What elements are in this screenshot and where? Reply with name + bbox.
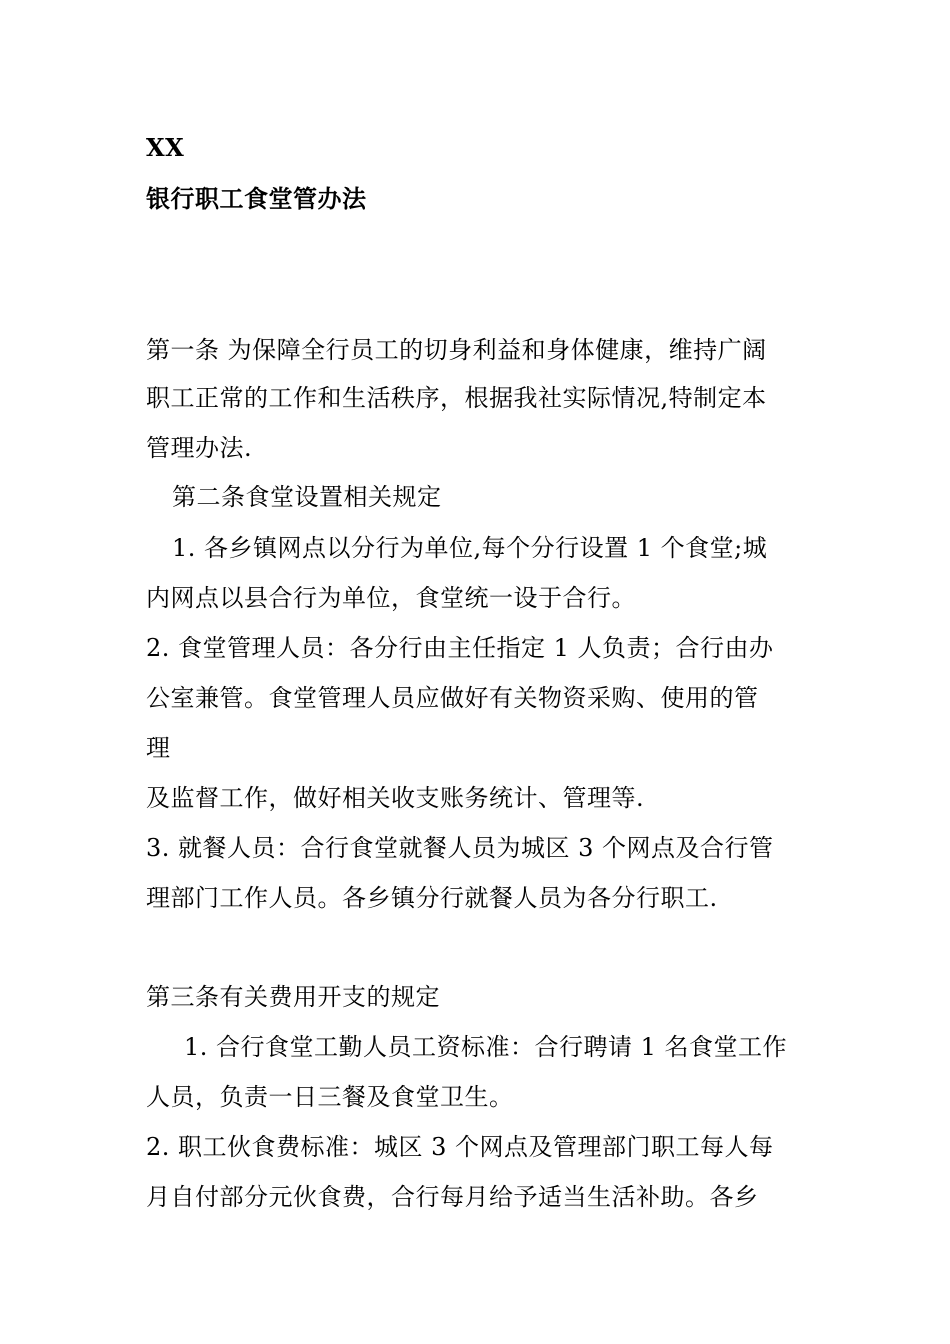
paragraph-line: 3. 就餐人员：合行食堂就餐人员为城区 3 个网点及合行管 [146, 834, 774, 862]
paragraph-line: 理部门工作人员。各乡镇分行就餐人员为各分行职工. [146, 884, 718, 912]
document-title-prefix: XX [146, 133, 185, 162]
paragraph-line: 1. 各乡镇网点以分行为单位,每个分行设置 1 个食堂;城 [172, 534, 768, 562]
paragraph-line: 及监督工作，做好相关收支账务统计、管理等. [146, 784, 645, 812]
paragraph-line: 月自付部分元伙食费，合行每月给予适当生活补助。各乡 [146, 1183, 759, 1211]
section-heading: 第二条食堂设置相关规定 [172, 483, 442, 511]
paragraph-line: 管理办法. [146, 434, 253, 462]
paragraph-line: 人员，负责一日三餐及食堂卫生。 [146, 1083, 514, 1111]
section-heading: 第三条有关费用开支的规定 [146, 983, 440, 1011]
paragraph-line: 公室兼管。食堂管理人员应做好有关物资采购、使用的管 [146, 684, 759, 712]
paragraph-line: 2. 职工伙食费标准：城区 3 个网点及管理部门职工每人每 [146, 1133, 774, 1161]
paragraph-line: 1. 合行食堂工勤人员工资标准：合行聘请 1 名食堂工作 [184, 1033, 788, 1061]
paragraph-line: 2. 食堂管理人员：各分行由主任指定 1 人负责；合行由办 [146, 634, 774, 662]
paragraph-line: 理 [146, 734, 171, 762]
document-title: 银行职工食堂管办法 [146, 184, 367, 213]
paragraph-line: 职工正常的工作和生活秩序，根据我社实际情况,特制定本 [146, 384, 767, 412]
paragraph-line: 第一条 为保障全行员工的切身利益和身体健康，维持广阔 [146, 336, 767, 364]
paragraph-line: 内网点以县合行为单位，食堂统一设于合行。 [146, 584, 636, 612]
